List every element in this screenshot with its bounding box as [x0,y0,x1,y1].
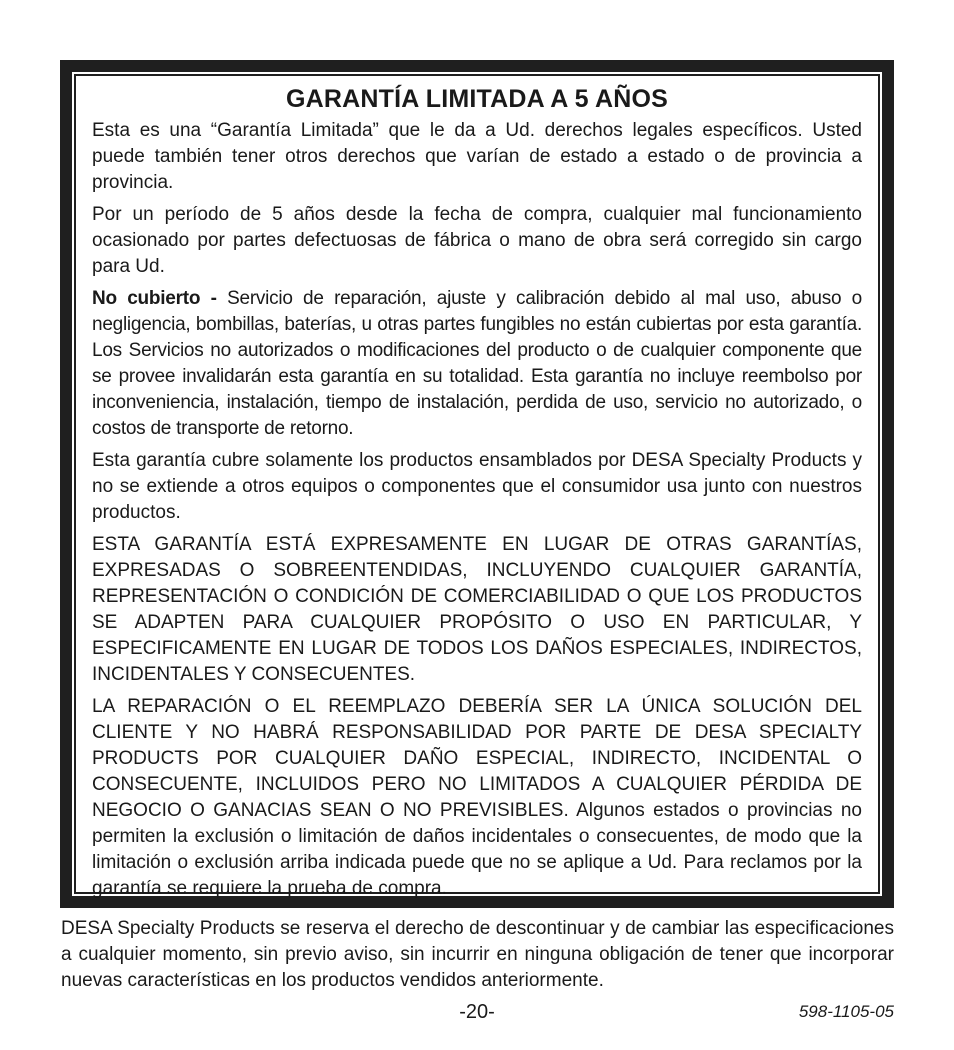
specification-change-note: DESA Specialty Products se reserva el derecho de descontinuar y de cambiar las especificaciones a cualquier momento, sin previo aviso, sin incurrir en ninguna obligación de tener que incorporar nuevas características en los productos vendidos anteriormente. [61,918,894,991]
document-code: 598-1105-05 [798,1002,894,1021]
express-warranty-paragraph: ESTA GARANTÍA ESTÁ EXPRESAMENTE EN LUGAR DE OTRAS GARANTÍAS, EXPRESADAS O SOBREENTENDIDAS, INCLUYENDO CUALQUIER GARANTÍA, REPRESENTACIÓN O CONDICIÓN DE COMERCIABILIDAD O QUE LOS PRODUCTOS SE ADAPTEN PARA CUALQUIER PROPÓSITO O USO EN PARTICULAR, Y ESPECIFICAMENTE EN LUGAR DE TODOS LOS DAÑOS ESPECIALES, INDIRECTOS, INCIDENTALES Y CONSECUENTES. [92,534,862,685]
remedy-paragraph: LA REPARACIÓN O EL REEMPLAZO DEBERÍA SER LA ÚNICA SOLUCIÓN DEL CLIENTE Y NO HABRÁ RESPONSABILIDAD POR PARTE DE DESA SPECIALTY PRODUCTS POR CUALQUIER DAÑO ESPECIAL, INDIRECTO, INCIDENTAL O CONSECUENTE, INCLUIDOS PERO NO LIMITADOS A CUALQUIER PÉRDIDA DE NEGOCIO O GANACIAS SEAN O NO PREVISIBLES. Algunos estados o provincias no permiten la exclusión o limitación de daños incidentales o consecuentes, de modo que la limitación o exclusión arriba indicada puede que no se aplique a Ud. Para reclamos por la garantía se requiere la prueba de compra. [92,696,862,899]
warranty-box [60,60,894,908]
warranty-intro-paragraph: Esta es una “Garantía Limitada” que le da a Ud. derechos legales específicos. Usted puede también tener otros derechos que varían de estado a estado o de provincia a provincia. [92,120,862,193]
coverage-scope-paragraph: Esta garantía cubre solamente los productos ensamblados por DESA Specialty Products y no se extiende a otros equipos o componentes que el consumidor usa junto con nuestros productos. [92,450,862,523]
warranty-title: GARANTÍA LIMITADA A 5 AÑOS [285,85,669,113]
warranty-period-paragraph: Por un período de 5 años desde la fecha de compra, cualquier mal funcionamiento ocasionado por partes defectuosas de fábrica o mano de obra será corregido sin cargo para Ud. [92,204,862,277]
not-covered-paragraph [92,286,862,442]
page-number: -20- [459,1001,495,1023]
not-covered-label: No cubierto - [92,288,217,309]
not-covered-text: Servicio de reparación, ajuste y calibración debido al mal uso, abuso o negligencia, bombillas, baterías, u otras partes fungibles no están cubiertas por esta garantía. Los Servicios no autorizados o modificaciones del producto o de cualquier componente que se provee invalidarán esta garantía en su totalidad. Esta garantía no incluye reembolso por inconveniencia, instalación, tiempo de instalación, perdida de uso, servicio no autorizado, o costos de transporte de retorno. [92,288,863,439]
warranty-box-inner [74,74,880,899]
